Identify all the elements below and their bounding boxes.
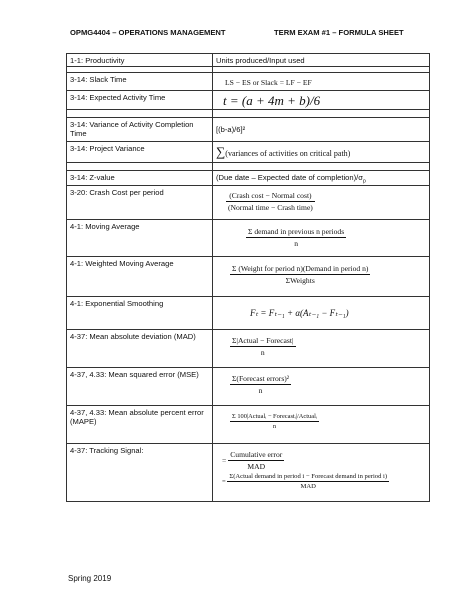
fraction-numerator: (Crash cost − Normal cost) (226, 191, 315, 202)
row-label: 4-37, 4.33: Mean absolute percent error (MAPE) (67, 405, 213, 443)
fraction-numerator: Σ demand in previous n periods (248, 226, 345, 236)
row-label: 4-1: Moving Average (67, 219, 213, 256)
table-row (67, 171, 430, 186)
row-label: 1-1: Productivity (67, 54, 213, 67)
row-label: 3-14: Variance of Activity Completion Time (67, 118, 213, 142)
row-label: 3-14: Slack Time (67, 73, 213, 91)
row-label: 4-37: Mean absolute deviation (MAD) (67, 329, 213, 367)
fraction-numerator: Σ (Weight for period n)(Demand in period n) (232, 263, 369, 273)
sheet-title: TERM EXAM #1 – FORMULA SHEET (274, 28, 404, 37)
fraction-denominator: MAD (247, 461, 266, 471)
row-formula: Fₜ = Fₜ₋₁ + α(Aₜ₋₁ − Fₜ₋₁) (250, 307, 349, 318)
fraction-numerator: Σ|Actual − Forecast| (232, 335, 294, 345)
formula-table (66, 53, 430, 502)
row-label: 3-14: Z-value (67, 171, 213, 186)
table-row (67, 256, 430, 296)
table-row (67, 185, 430, 219)
fraction-numerator: Σ(Forecast errors)² (232, 373, 290, 383)
course-title: OPMG4404 – OPERATIONS MANAGEMENT (70, 28, 226, 37)
fraction-denominator: MAD (300, 482, 316, 490)
row-formula: (variances of activities on critical path) (225, 149, 351, 158)
table-row (67, 142, 430, 163)
row-label: 4-1: Weighted Moving Average (67, 256, 213, 296)
fraction-numerator: Cumulative error (230, 449, 283, 459)
spacer-row (67, 163, 430, 171)
table-row (67, 118, 430, 142)
table-row (67, 296, 430, 329)
table-row (67, 73, 430, 91)
spacer-row (67, 110, 430, 118)
fraction-denominator: (Normal time − Crash time) (228, 202, 313, 212)
row-label: 4-37, 4.33: Mean squared error (MSE) (67, 367, 213, 405)
fraction-denominator: n (294, 238, 298, 248)
table-row: 4-37: Tracking Signal: = $\frac{\text{Cumulative error}}{\text{MAD}}$ = $\frac{\text{Σ(Actual demand in period i − Forecast demand in period i)}}{\text{MAD}}$ (67, 443, 430, 501)
fraction-numerator: Σ 100|Actualᵢ − Forecastᵢ|/Actualᵢ (232, 412, 317, 420)
row-formula: [(b-a)/6]² (213, 118, 430, 142)
sigma-subscript: p (362, 178, 366, 185)
table-row (67, 405, 430, 443)
table-row (67, 219, 430, 256)
row-label: 3-20: Crash Cost per period (67, 185, 213, 219)
row-label: 4-37: Tracking Signal: (67, 443, 213, 501)
row-label: 4-1: Exponential Smoothing (67, 296, 213, 329)
row-formula: t = (a + 4m + b)/6 (223, 93, 321, 108)
row-formula: LS − ES or Slack = LF − EF (225, 78, 312, 87)
fraction-denominator: ΣWeights (285, 275, 315, 285)
table-row (67, 367, 430, 405)
fraction-denominator: n (272, 422, 277, 430)
table-row (67, 54, 430, 67)
fraction-denominator: n (258, 385, 263, 395)
row-label: 3-14: Project Variance (67, 142, 213, 163)
footer-term: Spring 2019 (68, 574, 112, 583)
table-row (67, 91, 430, 110)
table-row (67, 329, 430, 367)
row-formula: (Due date – Expected date of completion)/σ (216, 173, 363, 182)
sigma-symbol: ∑ (216, 144, 226, 159)
fraction-denominator: n (260, 347, 265, 357)
row-formula: Units produced/Input used (213, 54, 430, 67)
fraction-numerator: Σ(Actual demand in period i − Forecast demand in period i) (229, 472, 388, 480)
row-label: 3-14: Expected Activity Time (67, 91, 213, 110)
